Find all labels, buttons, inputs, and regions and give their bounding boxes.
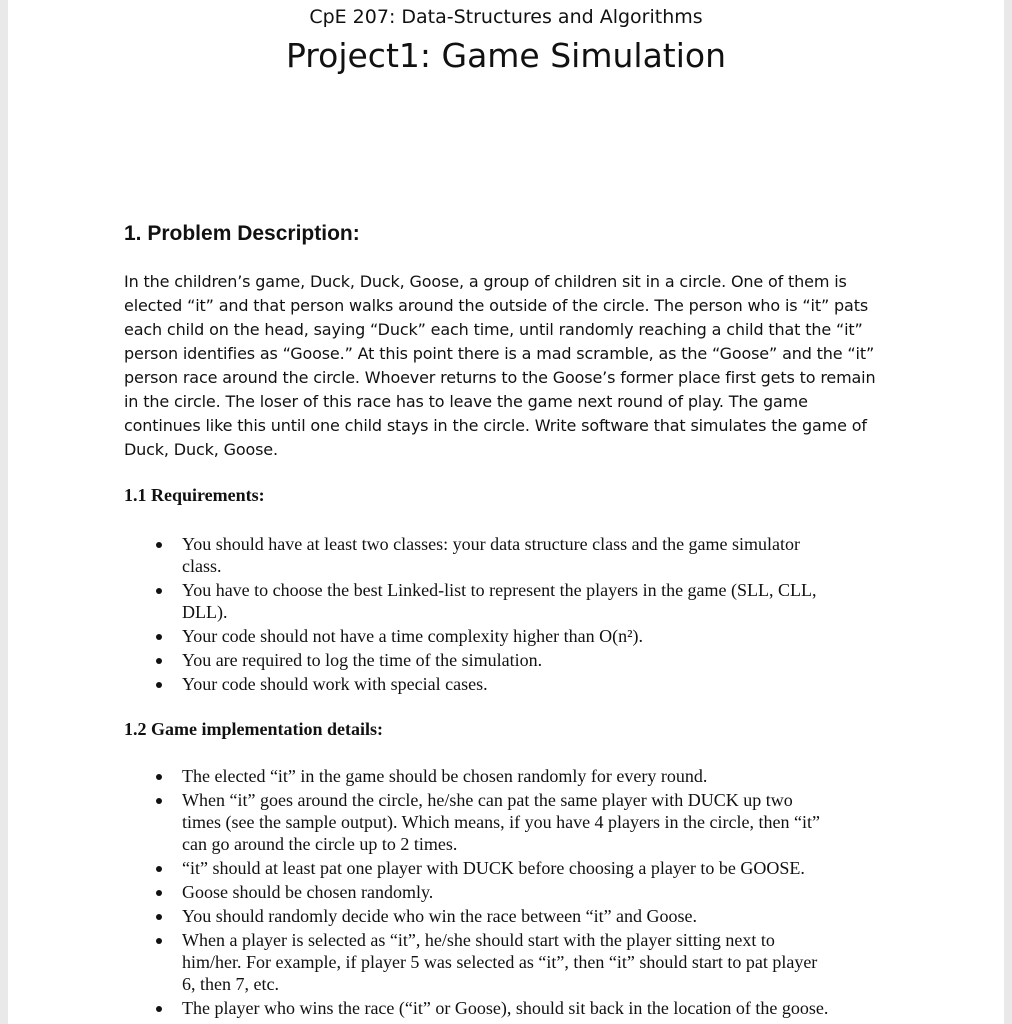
bullet-icon [156, 890, 162, 896]
course-title: CpE 207: Data-Structures and Algorithms [309, 6, 703, 28]
problem-description-paragraph [124, 270, 899, 462]
list-item-line: DLL). [182, 602, 228, 622]
implementation-heading: 1.2 Game implementation details: [124, 719, 383, 739]
bullet-icon [156, 682, 162, 688]
paragraph-line: in the circle. The loser of this race has to leave the game next round of play. The game [124, 392, 808, 411]
list-item-line: “it” should at least pat one player with DUCK before choosing a player to be GOOSE. [182, 858, 805, 878]
bullet-icon [156, 658, 162, 664]
list-item-line: You should randomly decide who win the race between “it” and Goose. [182, 906, 698, 926]
bullet-icon [156, 866, 162, 872]
document-page [8, 0, 1004, 1024]
bullet-icon [156, 938, 162, 944]
problem-description-heading: 1. Problem Description: [124, 222, 360, 245]
paragraph-line: person identifies as “Goose.” At this point there is a mad scramble, as the “Goose” and the “it” [124, 344, 875, 363]
paragraph-line: each child on the head, saying “Duck” each time, until randomly reaching a child that the “it” [124, 320, 863, 339]
paragraph-line: In the children’s game, Duck, Duck, Goose, a group of children sit in a circle. One of them is [124, 272, 847, 291]
list-item [148, 533, 908, 577]
list-item-line: can go around the circle up to 2 times. [182, 834, 458, 854]
project-title: Project1: Game Simulation [285, 36, 727, 75]
list-item-line: You have to choose the best Linked-list to represent the players in the game (SLL, CLL, [182, 580, 817, 600]
bullet-icon [156, 774, 162, 780]
list-item-line: Your code should work with special cases. [182, 674, 488, 694]
list-item-line: When a player is selected as “it”, he/she should start with the player sitting next to [182, 930, 775, 950]
list-item-line: Goose should be chosen randomly. [182, 882, 434, 902]
list-item-line: You are required to log the time of the simulation. [182, 650, 543, 670]
bullet-icon [156, 634, 162, 640]
list-item-line: him/her. For example, if player 5 was selected as “it”, then “it” should start to pat player [182, 952, 818, 972]
list-item-line: Your code should not have a time complexity higher than O(n²). [182, 626, 643, 646]
list-item-line: The elected “it” in the game should be chosen randomly for every round. [182, 766, 708, 786]
list-item [148, 881, 908, 903]
list-item-line: When “it” goes around the circle, he/she can pat the same player with DUCK up two [182, 790, 793, 810]
list-item [148, 789, 908, 855]
paragraph-line: continues like this until one child stays in the circle. Write software that simulates the game of [124, 416, 867, 435]
paragraph-line: elected “it” and that person walks around the outside of the circle. The person who is “it” pats [124, 296, 869, 315]
bullet-icon [156, 542, 162, 548]
list-item [148, 857, 908, 879]
bullet-icon [156, 1006, 162, 1012]
list-item-line: 6, then 7, etc. [182, 974, 279, 994]
list-item-line: times (see the sample output). Which means, if you have 4 players in the circle, then “it” [182, 812, 820, 832]
list-item [148, 649, 908, 671]
list-item [148, 673, 908, 695]
requirements-heading: 1.1 Requirements: [124, 485, 265, 505]
list-item [148, 579, 908, 623]
bullet-icon [156, 914, 162, 920]
implementation-list [148, 765, 908, 1021]
list-item-line: You should have at least two classes: your data structure class and the game simulator [182, 534, 801, 554]
list-item [148, 625, 908, 647]
bullet-icon [156, 798, 162, 804]
list-item [148, 997, 908, 1019]
list-item-line: The player who wins the race (“it” or Goose), should sit back in the location of the goose. [182, 998, 829, 1018]
list-item-line: class. [182, 556, 222, 576]
bullet-icon [156, 588, 162, 594]
requirements-list [148, 533, 908, 697]
paragraph-line: person race around the circle. Whoever returns to the Goose’s former place first gets to remain [124, 368, 876, 387]
list-item [148, 929, 908, 995]
list-item [148, 765, 908, 787]
paragraph-line: Duck, Duck, Goose. [124, 440, 278, 459]
list-item [148, 905, 908, 927]
